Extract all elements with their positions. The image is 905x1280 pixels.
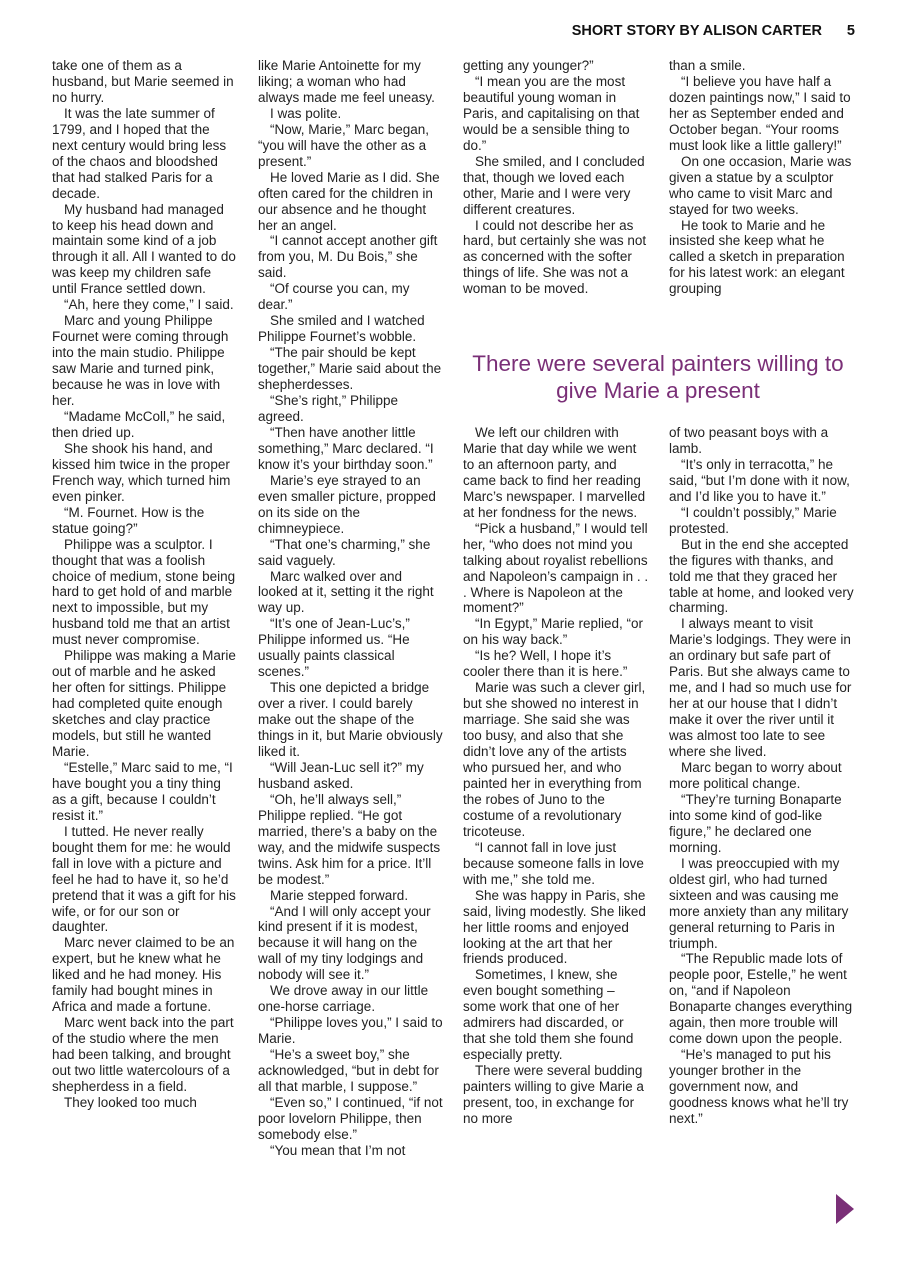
paragraph: “Will Jean-Luc sell it?” my husband asked. bbox=[258, 759, 424, 791]
paragraph: Philippe was making a Marie out of marble and he asked her often for sittings. Philippe had completed quite enough sketches and clay practice models, but still he wanted Marie. bbox=[52, 648, 236, 759]
paragraph: They looked too much bbox=[64, 1094, 197, 1110]
story-header-title: SHORT STORY BY ALISON CARTER bbox=[571, 23, 822, 39]
paragraph: take one of them as a husband, but Marie seemed in no hurry. bbox=[52, 58, 234, 105]
paragraph: “They’re turning Bonaparte into some kind of god-like figure,” he declared one morning. bbox=[669, 791, 842, 855]
paragraph: “I cannot fall in love just because someone falls in love with me,” she told me. bbox=[463, 839, 644, 887]
paragraph: “Of course you can, my dear.” bbox=[258, 281, 410, 313]
paragraph: Marie’s eye strayed to an even smaller picture, propped on its side on the chimneypiece. bbox=[258, 472, 436, 536]
paragraph: My husband had managed to keep his head down and maintain some kind of a job through it all. All I wanted to do was keep my children safe until France settled down. bbox=[52, 201, 236, 297]
paragraph: than a smile. bbox=[669, 58, 746, 73]
paragraph: “The pair should be kept together,” Marie said about the shepherdesses. bbox=[258, 345, 442, 393]
paragraph: “Now, Marie,” Marc began, “you will have the other as a present.” bbox=[258, 121, 430, 169]
paragraph: Marc and young Philippe Fournet were coming through into the main studio. Philippe saw Marie and turned pink, because he was in love with her. bbox=[52, 313, 229, 409]
paragraph: Marc went back into the part of the studio where the men had been talking, and brought out two little watercolours of a shepherdess in a field. bbox=[52, 1015, 234, 1094]
page-number: 5 bbox=[846, 23, 855, 39]
paragraph: Marc walked over and looked at it, setting it the right way up. bbox=[258, 568, 434, 616]
pull-quote: There were several painters willing to give Marie a present bbox=[472, 351, 844, 403]
paragraph: “I couldn’t possibly,” Marie protested. bbox=[669, 504, 837, 536]
text-column-1 bbox=[52, 58, 238, 1111]
paragraph: We drove away in our little one-horse carriage. bbox=[258, 983, 429, 1015]
paragraph: Marc never claimed to be an expert, but he knew what he liked and he had money. His family had bought mines in Africa and made a fortune. bbox=[52, 935, 235, 1015]
paragraph: “Oh, he’ll always sell,” Philippe replied. “He got married, there’s a baby on the way, and the midwife suspects twins. Ask him for a price. It’ll be modest.” bbox=[258, 791, 441, 887]
paragraph: There were several budding painters willing to give Marie a present, too, in exchange for no more bbox=[463, 1063, 644, 1126]
paragraph: “Then have another little something,” Marc declared. “I know it’s your birthday soon.” bbox=[258, 424, 434, 472]
paragraph: “I cannot accept another gift from you, M. Du Bois,” she said. bbox=[258, 233, 438, 281]
paragraph: Marie stepped forward. bbox=[270, 887, 409, 903]
paragraph: It was the late summer of 1799, and I hoped that the next century would bring less of the chaos and bloodshed that had stalked Paris for a decade. bbox=[52, 105, 227, 201]
paragraph: Sometimes, I knew, she even bought something – some work that one of her admirers had discarded, or that she told them she found especially pretty. bbox=[463, 967, 634, 1063]
paragraph: Philippe was a sculptor. I thought that was a foolish choice of medium, stone being hard to get hold of and marble next to impossible, but my husband told me that an artist must never compromise. bbox=[52, 536, 236, 648]
paragraph: I always meant to visit Marie’s lodgings. They were in an ordinary but safe part of Paris. But she always came to me, and I had so much use for her at our house that I didn’t make it over the river until it was almost too late to see where she lived. bbox=[669, 616, 852, 760]
next-page-arrow-icon bbox=[836, 1194, 854, 1224]
paragraph: “Estelle,” Marc said to me, “I have bought you a tiny thing as a gift, because I couldn’t resist it.” bbox=[52, 759, 233, 823]
paragraph: This one depicted a bridge over a river. I could barely make out the shape of the things in it, but Marie obviously liked it. bbox=[258, 680, 443, 759]
paragraph: She shook his hand, and kissed him twice in the proper French way, which turned him even pinker. bbox=[52, 440, 231, 504]
paragraph: “Ah, here they come,” I said. bbox=[64, 297, 234, 313]
paragraph: “You mean that I’m not bbox=[270, 1142, 406, 1158]
paragraph: “In Egypt,” Marie replied, “or on his way back.” bbox=[463, 616, 644, 648]
paragraph: “Even so,” I continued, “if not poor lovelorn Philippe, then somebody else.” bbox=[258, 1094, 443, 1142]
paragraph: He took to Marie and he insisted she keep what he called a sketch in preparation for his latest work: an elegant grouping bbox=[669, 217, 845, 297]
paragraph: “Pick a husband,” I would tell her, “who does not mind you talking about royalist rebellions and Napoleon’s campaign in . . . Where is Napoleon at the moment?” bbox=[463, 520, 649, 616]
paragraph: Marie was such a clever girl, but she showed no interest in marriage. She said she was too busy, and also that she didn’t love any of the artists who pursued her, and who painted her in everything from the robes of Juno to the costume of a revolutionary tricoteuse. bbox=[463, 680, 646, 839]
text-column-2 bbox=[258, 58, 444, 1159]
paragraph: “The Republic made lots of people poor, Estelle,” he went on, “and if Napoleon Bonaparte changes everything again, then more trouble will come down upon the people. bbox=[669, 951, 853, 1047]
paragraph: She was happy in Paris, she said, living modestly. She liked her little rooms and enjoyed looking at the art that her friends produced. bbox=[463, 887, 646, 967]
paragraph: I could not describe her as hard, but certainly she was not as concerned with the softer things of life. She was not a woman to be moved. bbox=[463, 217, 647, 297]
paragraph: “And I will only accept your kind present if it is modest, because it will hang on the wall of my tiny lodgings and nobody will see it.” bbox=[258, 903, 431, 983]
paragraph: I tutted. He never really bought them for me: he would fall in love with a picture and feel he had to have it, so he’d pretend that it was a gift for his wife, or for our son or daughter. bbox=[52, 823, 236, 935]
paragraph: She smiled, and I concluded that, though we loved each other, Marie and I were very different creatures. bbox=[463, 153, 645, 217]
paragraph: He loved Marie as I did. She often cared for the children in our absence and he thought her an angel. bbox=[258, 169, 440, 233]
paragraph: of two peasant boys with a lamb. bbox=[669, 425, 829, 456]
paragraph: I was preoccupied with my oldest girl, who had turned sixteen and was causing me more anxiety than any military general returning to Paris in triumph. bbox=[669, 855, 849, 951]
text-column-3-bottom bbox=[463, 425, 649, 1127]
paragraph: But in the end she accepted the figures with thanks, and told me that they graced her table at home, and looked very charming. bbox=[669, 536, 854, 616]
paragraph: “M. Fournet. How is the statue going?” bbox=[52, 504, 205, 536]
paragraph: “Madame McColl,” he said, then dried up. bbox=[52, 408, 226, 440]
text-column-4-top bbox=[669, 58, 855, 297]
text-column-4-bottom bbox=[669, 425, 855, 1127]
paragraph: “I believe you have half a dozen paintings now,” I said to her as September ended and October began. “Your rooms must look like a little gallery!” bbox=[669, 73, 851, 153]
paragraph: I was polite. bbox=[270, 105, 342, 121]
paragraph: “She’s right,” Philippe agreed. bbox=[258, 393, 399, 424]
paragraph: like Marie Antoinette for my liking; a woman who had always made me feel uneasy. bbox=[258, 58, 435, 105]
paragraph: She smiled and I watched Philippe Fournet’s wobble. bbox=[258, 313, 425, 345]
paragraph: Marc began to worry about more political change. bbox=[669, 760, 842, 791]
paragraph: “He’s managed to put his younger brother in the government now, and goodness knows what he’ll try next.” bbox=[669, 1047, 849, 1126]
paragraph: “It’s one of Jean-Luc’s,” Philippe informed us. “He usually paints classical scenes.” bbox=[258, 616, 410, 680]
paragraph: “It’s only in terracotta,” he said, “but I’m done with it now, and I’d like you to have it.” bbox=[669, 456, 850, 504]
paragraph: “I mean you are the most beautiful young woman in Paris, and capitalising on that would be a sensible thing to do.” bbox=[463, 73, 640, 153]
paragraph: “He’s a sweet boy,” she acknowledged, “but in debt for all that marble, I suppose.” bbox=[258, 1047, 439, 1094]
paragraph: On one occasion, Marie was given a statue by a sculptor who came to visit Marc and stayed for two weeks. bbox=[669, 153, 852, 217]
paragraph: “Is he? Well, I hope it’s cooler there than it is here.” bbox=[463, 648, 628, 680]
paragraph: We left our children with Marie that day while we went to an afternoon party, and came back to find her reading Marc’s newspaper. I marvelled at her fondness for the news. bbox=[463, 425, 646, 520]
paragraph: “Philippe loves you,” I said to Marie. bbox=[258, 1015, 443, 1047]
paragraph: getting any younger?” bbox=[463, 58, 594, 73]
text-column-3-top bbox=[463, 58, 649, 297]
page-header bbox=[0, 23, 905, 43]
paragraph: “That one’s charming,” she said vaguely. bbox=[258, 536, 431, 568]
